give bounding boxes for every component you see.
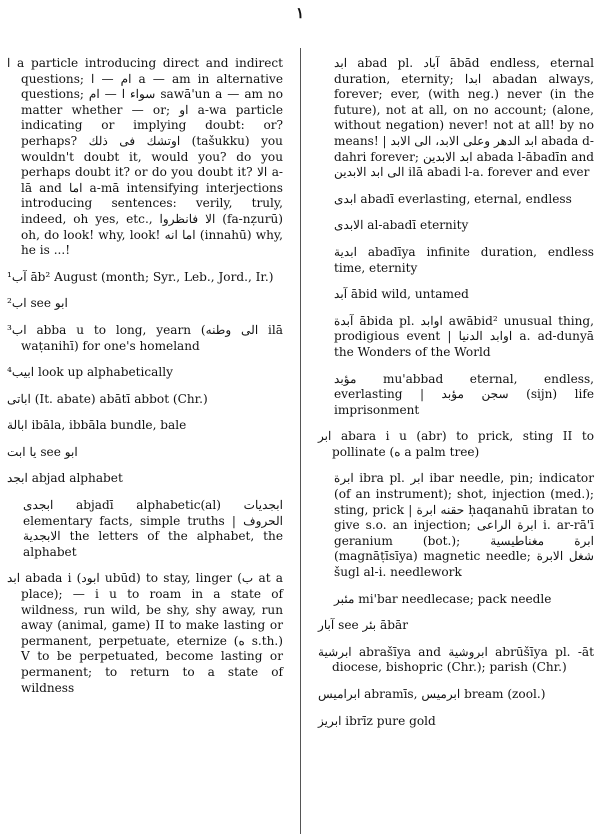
- dictionary-entry: ا a particle introducing direct and indirect questions; ام — ا a — am in alternative questions; سواء ا — ام sawā'un a — am no matter whether — or; او a-wa particle indicating or implying doubt: or? perhaps? اوتشك فى ذلك (tašukku) you wouldn't doubt it, would you? do you perhaps doubt it? or do you doubt it? الا a-lā and اما a-mā intensifying interjections introducing sentences: verily, truly, indeed, oh yes, etc., الا فانظروا (fa-nẓurū) oh, do look! why, look! اما انه (innahū) why, he is ...!: [7, 56, 284, 258]
- dictionary-entry: ⁴ابيب look up alphabetically: [7, 365, 173, 380]
- dictionary-subentry: ابدى abadī everlasting, eternal, endless: [334, 191, 572, 206]
- dictionary-entry: اباتى (It. abate) abātī abbot (Chr.): [7, 391, 208, 406]
- dictionary-subentry: ابدية abadīya infinite duration, endless time, eternity: [334, 244, 594, 275]
- dictionary-subentry: ابجدى abjadī alphabetic(al) ابجديات elementary facts, simple truths | الحروف الابجدية the letters of the alphabet, the alphabet: [23, 498, 283, 559]
- dictionary-subentry: الابدى al-abadī eternity: [334, 218, 469, 233]
- dictionary-entry: ابر abara i u (abr) to prick, sting II to pollinate (ه a palm tree): [318, 429, 594, 459]
- dictionary-entry: ابراميس abramīs, ابرميس bream (zool.): [318, 687, 546, 701]
- left-column: [7, 56, 283, 707]
- right-column: [318, 56, 594, 740]
- page-number: ١: [295, 4, 305, 22]
- dictionary-subentry: ابد abad pl. آباد ābād endless, eternal duration, eternity; ابدا abadan always, forever; ever, (with neg.) never (in the future), not at all, on no account; (alone, without negation) never! not at all! by no means! | ابد الدهر وعلى الابد، الى الابد abada d-dahri forever; ابد الابدين abada l-ābadīn and الى ابد الابدين ilā abadi l-a. forever and ever: [334, 56, 594, 180]
- dictionary-subentry: آبدة ābida pl. اوابد awābid² unusual thing, prodigious event | اوابد الدنيا a. ad-dunyā the Wonders of the World: [334, 313, 595, 359]
- dictionary-entry: آبار see بئر ābār: [318, 618, 408, 633]
- dictionary-entry: ¹آب āb² August (month; Syr., Leb., Jord., Ir.): [7, 269, 274, 284]
- dictionary-entry: يا ابت see ابو: [7, 444, 78, 459]
- dictionary-entry: ابرشية abrašīya and ابروشية abrūšīya pl. -āt diocese, bishopric (Chr.); parish (Chr.): [318, 644, 594, 675]
- dictionary-entry: ابالة ibāla, ibbāla bundle, bale: [7, 418, 187, 433]
- dictionary-entry: ابد abada i (ابود ubūd) to stay, linger (ب at a place); — i u to roam in a state of wildness, run wild, be shy, shy away, run away (animal, game) II to make lasting or permanent, perpetuate, eternize (ه s.th.) V to be perpetuated, become lasting or permanent; to return to a state of wildness: [7, 571, 283, 695]
- dictionary-subentry: آبد ābid wild, untamed: [334, 287, 469, 302]
- dictionary-subentry: مؤبد mu'abbad eternal, endless, everlasting | سجن مؤبد (sijn) life imprisonment: [334, 371, 595, 417]
- dictionary-subentry: ابرة ibra pl. ابر ibar needle, pin; indicator (of an instrument); shot, injection (med.); sting, prick | حقنه ابرة ḥaqanahū ibratan to give s.o. an injection; ابرة الراعى i. ar-rā'ī geranium (bot.); ابرة مغناطيسية (magnāṭīsīya) magnetic needle; شغل الابرة šugl al-i. needlework: [334, 471, 595, 580]
- dictionary-subentry: مئبر mi'bar needlecase; pack needle: [334, 591, 552, 606]
- dictionary-entry: ابجد abjad alphabet: [7, 471, 123, 486]
- column-divider: [300, 48, 301, 834]
- dictionary-entry: ابريز ibrīz pure gold: [318, 713, 436, 728]
- dictionary-entry: ³اب abba u to long, yearn (الى وطنه ilā waṭanihī) for one's homeland: [7, 322, 283, 353]
- dictionary-entry: ²اب see ابو: [7, 296, 68, 311]
